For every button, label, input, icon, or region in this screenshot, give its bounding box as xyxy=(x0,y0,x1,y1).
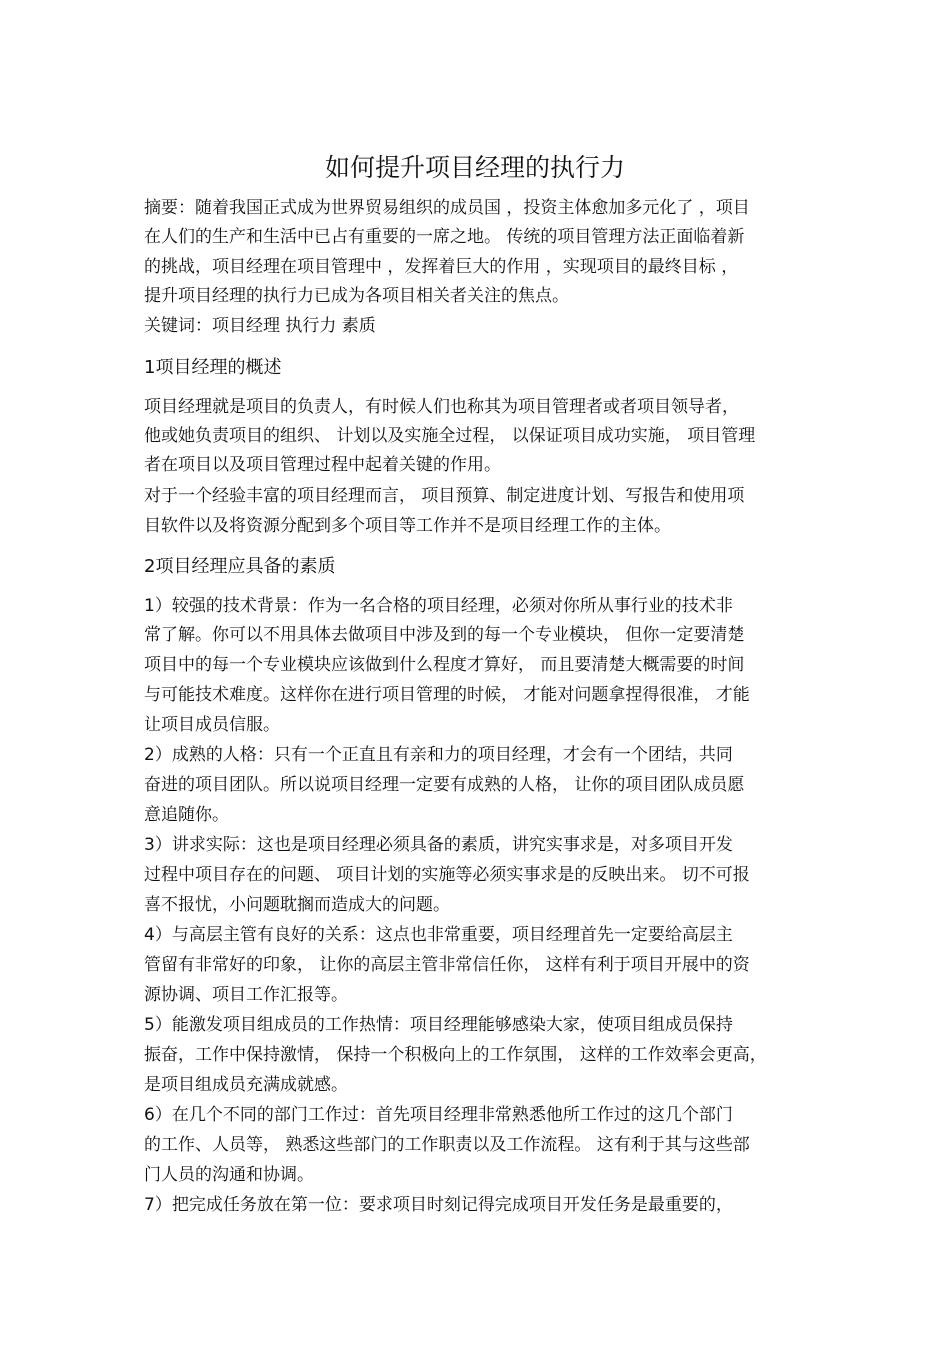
list-item-line: 5）能激发项目组成员的工作热情：项目经理能够感染大家，使项目组成员保持 xyxy=(144,1015,733,1035)
keywords-line: 关键词：项目经理 执行力 素质 xyxy=(144,316,376,336)
section-2-heading: 2项目经理应具备的素质 xyxy=(144,556,336,577)
abstract-line: 在人们的生产和生活中已占有重要的一席之地。 传统的项目管理方法正面临着新 xyxy=(144,227,745,247)
paragraph-line: 目软件以及将资源分配到多个项目等工作并不是项目经理工作的主体。 xyxy=(144,516,671,536)
list-item-line: 与可能技术难度。这样你在进行项目管理的时候， 才能对问题拿捏得很准， 才能 xyxy=(144,685,750,705)
abstract-line: 摘要：随着我国正式成为世界贸易组织的成员国 ，投资主体愈加多元化了 ，项目 xyxy=(144,198,750,218)
paragraph-line: 者在项目以及项目管理过程中起着关键的作用。 xyxy=(144,455,501,475)
section-1-heading: 1项目经理的概述 xyxy=(144,357,282,378)
paragraph-line: 他或她负责项目的组织、 计划以及实施全过程， 以保证项目成功实施， 项目管理 xyxy=(144,426,756,446)
list-item-line: 6）在几个不同的部门工作过：首先项目经理非常熟悉他所工作过的这几个部门 xyxy=(144,1105,733,1125)
document-title: 如何提升项目经理的执行力 xyxy=(324,153,625,182)
list-item-line: 喜不报忧，小问题耽搁而造成大的问题。 xyxy=(144,895,450,915)
list-item-line: 让项目成员信服。 xyxy=(144,715,280,735)
list-item-line: 源协调、项目工作汇报等。 xyxy=(144,985,348,1005)
list-item-line: 4）与高层主管有良好的关系：这点也非常重要，项目经理首先一定要给高层主 xyxy=(144,925,733,945)
abstract-line: 提升项目经理的执行力已成为各项目相关者关注的焦点。 xyxy=(144,286,569,306)
paragraph-line: 对于一个经验丰富的项目经理而言， 项目预算、制定进度计划、写报告和使用项 xyxy=(144,486,745,506)
list-item-line: 门人员的沟通和协调。 xyxy=(144,1165,314,1185)
list-item-line: 是项目组成员充满成就感。 xyxy=(144,1075,348,1095)
list-item-line: 2）成熟的人格：只有一个正直且有亲和力的项目经理，才会有一个团结，共同 xyxy=(144,745,733,765)
list-item-line: 振奋，工作中保持激情， 保持一个积极向上的工作氛围， 这样的工作效率会更高， xyxy=(144,1045,767,1065)
list-item-line: 过程中项目存在的问题、 项目计划的实施等必须实事求是的反映出来。 切不可报 xyxy=(144,865,750,885)
list-item-line: 项目中的每一个专业模块应该做到什么程度才算好， 而且要清楚大概需要的时间 xyxy=(144,655,745,675)
abstract-line: 的挑战，项目经理在项目管理中 ，发挥着巨大的作用 ，实现项目的最终目标 ， xyxy=(144,257,739,277)
list-item-line: 1）较强的技术背景：作为一名合格的项目经理，必须对你所从事行业的技术非 xyxy=(144,596,733,616)
list-item-line: 意追随你。 xyxy=(144,805,229,825)
list-item-line: 管留有非常好的印象， 让你的高层主管非常信任你， 这样有利于项目开展中的资 xyxy=(144,955,750,975)
list-item-line: 常了解。你可以不用具体去做项目中涉及到的每一个专业模块， 但你一定要清楚 xyxy=(144,625,745,645)
list-item-line: 7）把完成任务放在第一位：要求项目时刻记得完成项目开发任务是最重要的， xyxy=(144,1195,733,1215)
paragraph-line: 项目经理就是项目的负责人，有时候人们也称其为项目管理者或者项目领导者， xyxy=(144,397,739,417)
list-item-line: 的工作、人员等， 熟悉这些部门的工作职责以及工作流程。 这有利于其与这些部 xyxy=(144,1135,750,1155)
list-item-line: 3）讲求实际：这也是项目经理必须具备的素质，讲究实事求是，对多项目开发 xyxy=(144,835,733,855)
list-item-line: 奋进的项目团队。所以说项目经理一定要有成熟的人格， 让你的项目团队成员愿 xyxy=(144,775,745,795)
